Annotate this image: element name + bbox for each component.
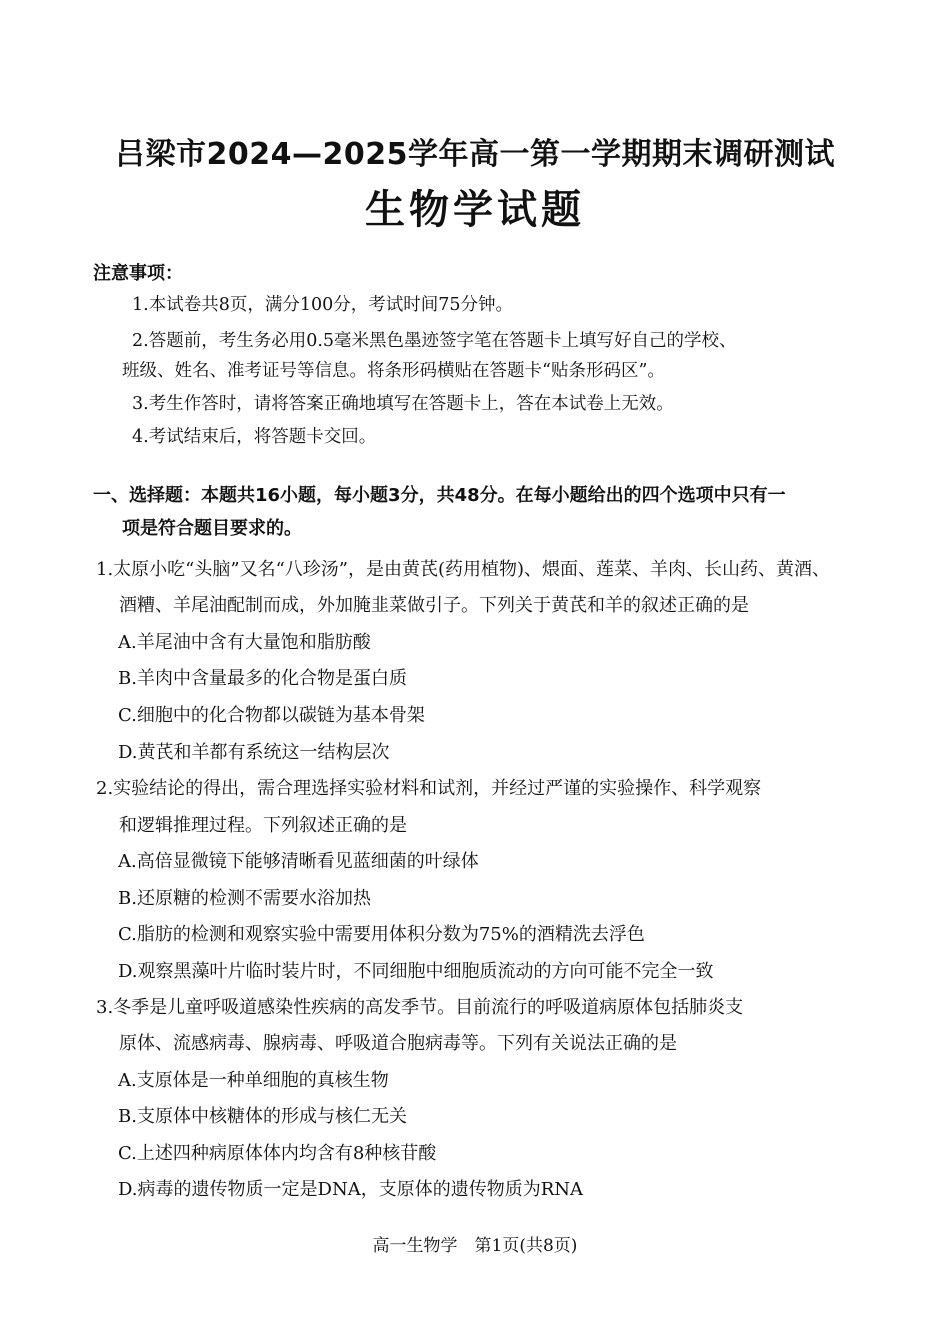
notice-item-1: 1.本试卷共8页，满分100分，考试时间75分钟。 (132, 295, 513, 315)
question-3-option-d: D.病毒的遗传物质一定是DNA，支原体的遗传物质为RNA (118, 1179, 583, 1200)
question-2-stem-line-2: 和逻辑推理过程。下列叙述正确的是 (119, 815, 407, 836)
question-2-option-c: C.脂肪的检测和观察实验中需要用体积分数为75%的酒精洗去浮色 (118, 924, 645, 945)
notice-item-2: 2.答题前，考生务必用0.5毫米黑色墨迹签字笔在答题卡上填写好自己的学校、 (132, 331, 737, 351)
question-1-stem-line-2: 酒糟、羊尾油配制而成，外加腌韭菜做引子。下列关于黄芪和羊的叙述正确的是 (119, 595, 749, 616)
section-heading: 一、选择题：本题共16小题，每小题3分，共48分。在每小题给出的四个选项中只有一 (93, 485, 786, 506)
exam-title: 吕梁市2024—2025学年高一第一学期期末调研测试 (115, 137, 835, 172)
question-2-option-b: B.还原糖的检测不需要水浴加热 (118, 888, 371, 909)
question-3-option-a: A.支原体是一种单细胞的真核生物 (118, 1070, 389, 1091)
notice-heading: 注意事项： (93, 263, 183, 284)
question-3-stem-line-2: 原体、流感病毒、腺病毒、呼吸道合胞病毒等。下列有关说法正确的是 (119, 1033, 677, 1054)
question-2-option-a: A.高倍显微镜下能够清晰看见蓝细菌的叶绿体 (118, 851, 479, 872)
question-1-option-a: A.羊尾油中含有大量饱和脂肪酸 (118, 632, 371, 653)
question-1-stem-line-1: 1.太原小吃“头脑”又名“八珍汤”，是由黄芪(药用植物)、煨面、莲菜、羊肉、长山药、黄酒、 (96, 559, 831, 580)
question-3-option-b: B.支原体中核糖体的形成与核仁无关 (118, 1106, 407, 1127)
question-2-stem-line-1: 2.实验结论的得出，需合理选择实验材料和试剂，并经过严谨的实验操作、科学观察 (96, 778, 762, 799)
notice-item-4: 4.考试结束后，将答题卡交回。 (132, 427, 377, 447)
question-2-option-d: D.观察黑藻叶片临时装片时，不同细胞中细胞质流动的方向可能不完全一致 (118, 961, 714, 982)
question-1-option-c: C.细胞中的化合物都以碳链为基本骨架 (118, 705, 425, 726)
question-1-option-b: B.羊肉中含量最多的化合物是蛋白质 (118, 668, 407, 689)
question-3-stem-line-1: 3.冬季是儿童呼吸道感染性疾病的高发季节。目前流行的呼吸道病原体包括肺炎支 (96, 997, 744, 1018)
question-3-option-c: C.上述四种病原体体内均含有8种核苷酸 (118, 1143, 437, 1164)
question-1-option-d: D.黄芪和羊都有系统这一结构层次 (118, 742, 390, 763)
notice-item-2-cont: 班级、姓名、准考证号等信息。将条形码横贴在答题卡“贴条形码区”。 (122, 361, 665, 381)
page-footer: 高一生物学 第1页(共8页) (372, 1236, 578, 1256)
section-heading-cont: 项是符合题目要求的。 (122, 518, 302, 539)
exam-subject-title: 生物学试题 (365, 186, 585, 233)
notice-item-3: 3.考生作答时，请将答案正确地填写在答题卡上，答在本试卷上无效。 (132, 394, 674, 414)
